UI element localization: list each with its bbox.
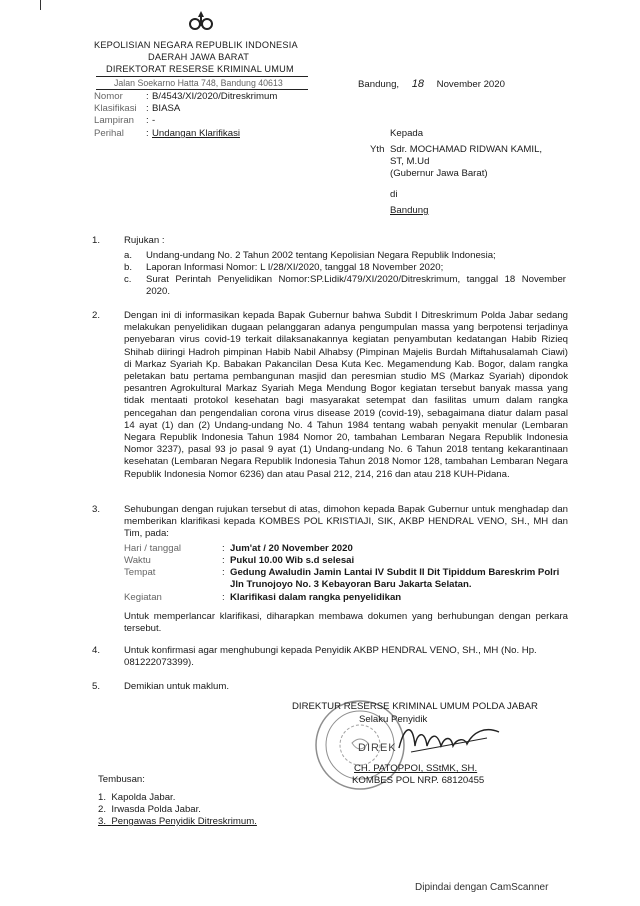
schedule-kegiatan-colon: :: [222, 592, 225, 603]
schedule-tempat-value-1: Gedung Awaludin Jamin Lantai IV Subdit II Dit Tipiddum Bareskrim Polri: [230, 567, 560, 578]
scan-edge: [40, 0, 41, 10]
recipient-yth: Yth: [370, 144, 385, 155]
section-4-text-2: 081222073399).: [124, 657, 194, 668]
letterhead-address: Jalan Soekarno Hatta 748, Bandung 40613: [114, 78, 283, 88]
tembusan-item-2: 2. Irwasda Polda Jabar.: [98, 804, 201, 815]
stamp-text: DIREK: [358, 742, 397, 754]
signature-title: DIREKTUR RESERSE KRIMINAL UMUM POLDA JABAR: [292, 701, 538, 712]
recipient-line2: ST, M.Ud: [390, 156, 430, 167]
tembusan-item-1: 1. Kapolda Jabar.: [98, 792, 176, 803]
section-1-number: 1.: [92, 235, 101, 246]
schedule-tempat-value-2: Jln Trunojoyo No. 3 Kebayoran Baru Jakarta Selatan.: [230, 579, 472, 590]
schedule-tempat-colon: :: [222, 567, 225, 578]
letterhead-org1: KEPOLISIAN NEGARA REPUBLIK INDONESIA: [94, 40, 298, 50]
schedule-waktu-colon: :: [222, 555, 225, 566]
section-1b-letter: b.: [124, 262, 133, 273]
recipient-di: di: [390, 189, 398, 200]
police-emblem-icon: [188, 8, 214, 34]
schedule-kegiatan-label: Kegiatan: [124, 592, 162, 603]
section-1a-letter: a.: [124, 250, 133, 261]
section-5-number: 5.: [92, 681, 101, 692]
date-place: Bandung,: [358, 79, 400, 90]
section-3-number: 3.: [92, 504, 101, 515]
schedule-waktu-label: Waktu: [124, 555, 151, 566]
section-1b-text: Laporan Informasi Nomor: L I/28/XI/2020, tanggal 18 November 2020;: [146, 262, 444, 273]
signature-subtitle: Selaku Penyidik: [359, 714, 428, 725]
section-2-number: 2.: [92, 310, 101, 321]
tembusan-item-3: 3. Pengawas Penyidik Ditreskrimum.: [98, 816, 257, 827]
recipient-kepada: Kepada: [390, 128, 424, 139]
date-month-year: November 2020: [436, 79, 505, 90]
schedule-kegiatan-value: Klarifikasi dalam rangka penyelidikan: [230, 592, 402, 603]
section-1-title: Rujukan :: [124, 235, 165, 246]
section-4-number: 4.: [92, 645, 101, 656]
section-2-text: Dengan ini di informasikan kepada Bapak Gubernur bahwa Subdit I Ditreskrimum Polda Jabar sedang melakukan penyelidikan dugaan pelanggaran adanya pengumpulan massa yang berpotensi terjadinya penyebaran virus covid-19 terkait dilaksanakannya kegiatan penyambutan kedatangan Habib Rizieq Shihab diiringi Hadroh pimpinan Habib Nabil Alhabsy (Pimpinan Majelis Burdah Miftahusalamah Ciawi) di Markaz Syariah Kp. Babakan Pakancilan Desa Kuta Kec. Megamendung Kab. Bogor, dalam rangka peletakan batu pertama pembangunan masjid dan peresmian studio MS (Markaz Syariah) dipondok pesantren Agrokultural Markaz Syariah Mega Mendung Bogor kegiatan tersebut banyak massa yang tidak mentaati protokol kesehatan bagi masyarakat setempat dan fasilitas umum dalam rangka pencegahan dan pengendalian corona virus disease 2019 (covid-19), sebagaimana diatur dalam pasal 14 ayat (1) dan (2) Undang-undang No. 4 Tahun 1984 tentang wabah penyakit menular (Lembaran Negara Republik Indonesia Tahun 1984 Nomor 20, tambahan Lembaran Negara Republik Indonesia Nomor 3237), pasal 93 jo pasal 9 ayat (1) Undang-undang No. 6 Tahun 2018 tentang kekarantinaan kesehatan (Lembaran Negara Republik Indonesia Tahun 2018 Nomor 128, tambahan Lembaran Negara Republik Indonesia Nomor 6236) dan atau Pasal 212, 214, 216 dan atau 218 KUH-Pidana.: [124, 310, 568, 480]
recipient-city: Bandung: [390, 205, 429, 216]
schedule-hari-label: Hari / tanggal: [124, 543, 182, 554]
scanner-footer: Dipindai dengan CamScanner: [415, 882, 549, 893]
section-1a-text: Undang-undang No. 2 Tahun 2002 tentang Kepolisian Negara Republik Indonesia;: [146, 250, 496, 261]
signature-name: CH. PATOPPOI, SStMK, SH.: [354, 763, 478, 774]
schedule-hari-colon: :: [222, 543, 225, 554]
section-5-text: Demikian untuk maklum.: [124, 681, 230, 692]
letterhead-org3: DIREKTORAT RESERSE KRIMINAL UMUM: [106, 64, 294, 74]
section-1c-text: Surat Perintah Penyelidikan Nomor:SP.Lidik/479/XI/2020/Ditreskrimum, tanggal 18 November 2020.: [146, 274, 566, 298]
letterhead-address-underline: [96, 89, 308, 90]
section-3-text: Sehubungan dengan rujukan tersebut di atas, dimohon kepada Bapak Gubernur untuk menghadap dan memberikan klarifikasi kepada KOMBES POL KRISTIAJI, SIK, AKBP HENDRAL VENO, SH., MH dan Tim, pada:: [124, 504, 568, 540]
schedule-waktu-value: Pukul 10.00 Wib s.d selesai: [230, 555, 355, 566]
section-1c-letter: c.: [124, 274, 132, 285]
recipient-line3: (Gubernur Jawa Barat): [390, 168, 488, 179]
date-day: 18: [411, 78, 424, 90]
signature-rank: KOMBES POL NRP. 68120455: [352, 775, 485, 786]
schedule-tempat-label: Tempat: [124, 567, 156, 578]
section-3-closing: Untuk memperlancar klarifikasi, diharapkan membawa dokumen yang berhubungan dengan perkara tersebut.: [124, 611, 568, 635]
section-4-text-1: Untuk konfirmasi agar menghubungi kepada Penyidik AKBP HENDRAL VENO, SH., MH (No. Hp.: [124, 645, 537, 656]
recipient-line1: Sdr. MOCHAMAD RIDWAN KAMIL,: [390, 144, 543, 155]
schedule-hari-value: Jum'at / 20 November 2020: [230, 543, 353, 554]
letter-date: [358, 78, 505, 91]
tembusan-title: Tembusan:: [98, 774, 145, 785]
letterhead-org2: DAERAH JAWA BARAT: [148, 52, 250, 62]
